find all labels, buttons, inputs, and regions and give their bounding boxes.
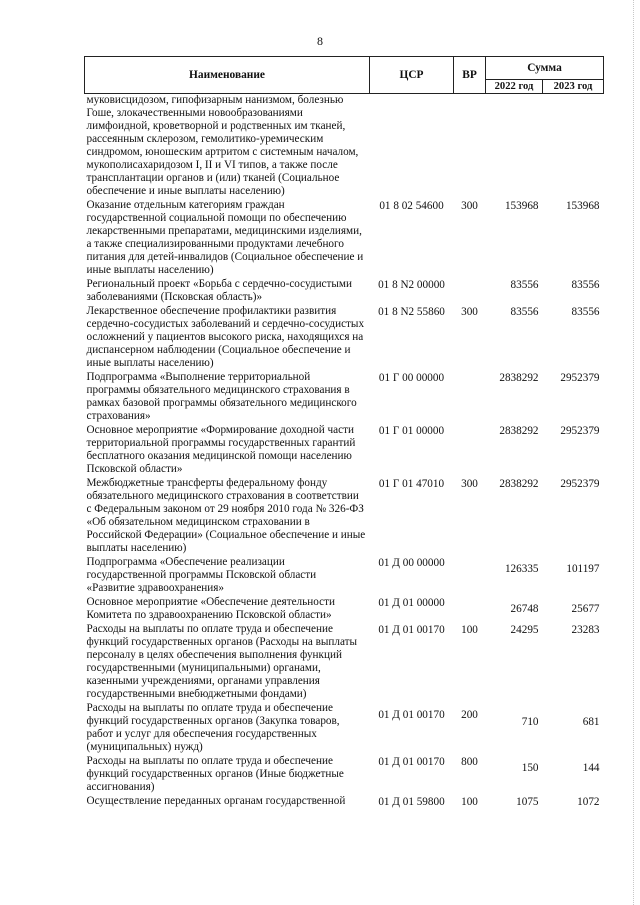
row-vr: 300 — [461, 200, 478, 212]
row-vr — [454, 596, 486, 623]
row-csr: 01 8 N2 55860 — [378, 306, 445, 318]
row-vr — [454, 371, 486, 424]
row-sum-2022: 26748 — [510, 603, 539, 615]
row-vr: 800 — [461, 756, 478, 768]
row-sum-2022: 710 — [521, 716, 539, 728]
row-name: Осуществление переданных органам государственной — [86, 795, 346, 807]
row-csr: 01 8 N2 00000 — [378, 279, 445, 291]
table-row — [85, 199, 604, 278]
row-sum-2023: 2952379 — [560, 372, 600, 384]
table-row — [85, 596, 604, 623]
row-sum-2023: 1072 — [577, 796, 600, 808]
row-csr: 01 Д 01 00170 — [378, 709, 445, 721]
row-vr — [454, 94, 486, 200]
row-sum-2022: 24295 — [510, 624, 539, 636]
header-year-2022: 2022 год — [486, 80, 543, 94]
row-name: Региональный проект «Борьба с сердечно-сосудистыми заболеваниями (Псковская область)» — [86, 278, 352, 303]
row-vr: 300 — [461, 478, 478, 490]
table-row — [85, 623, 604, 702]
table-row — [85, 371, 604, 424]
row-name: Расходы на выплаты по оплате труда и обеспечение функций государственных органов (Иные бюджетные ассигнования) — [86, 755, 344, 793]
row-sum-2023 — [543, 94, 604, 200]
row-sum-2022: 83556 — [510, 306, 539, 318]
row-sum-2023: 25677 — [571, 603, 600, 615]
header-sum: Сумма — [486, 57, 604, 80]
header-name: Наименование — [85, 57, 370, 94]
row-name: муковисцидозом, гипофизарным нанизмом, болезнью Гоше, злокачественными новообразованиями лимфоидной, кроветворной и родственных им тканей, рассеянным склерозом, гемолитико-уремическим синдромом, юношеским артритом с системным началом, мукополисахаридозом I, II и VI типов, а также после трансплантации органов и (или) тканей (Социальное обеспечение и иные выплаты населению) — [86, 94, 359, 197]
scan-edge-mark — [632, 0, 634, 905]
row-name: Основное мероприятие «Обеспечение деятельности Комитета по здравоохранению Псковской области» — [86, 596, 335, 621]
row-vr: 200 — [461, 709, 478, 721]
table-row — [85, 278, 604, 305]
header-csr: ЦСР — [370, 57, 454, 94]
page-number: 8 — [317, 34, 323, 48]
row-name: Подпрограмма «Обеспечение реализации государственной программы Псковской области «Развитие здравоохранения» — [86, 556, 317, 594]
row-sum-2022 — [486, 94, 543, 200]
table-row — [85, 755, 604, 795]
row-sum-2022: 153968 — [504, 200, 539, 212]
table-row — [85, 477, 604, 556]
table-body — [85, 94, 604, 810]
table-header — [85, 57, 604, 94]
row-sum-2022: 1075 — [516, 796, 539, 808]
row-csr: 01 Г 01 00000 — [378, 425, 445, 437]
row-sum-2023: 101197 — [566, 563, 600, 575]
row-sum-2023: 153968 — [565, 200, 600, 212]
row-sum-2023: 2952379 — [560, 478, 600, 490]
row-sum-2022: 2838292 — [499, 478, 539, 490]
row-vr — [454, 424, 486, 477]
table-row — [85, 702, 604, 755]
row-vr: 300 — [461, 306, 478, 318]
row-sum-2022: 83556 — [510, 279, 539, 291]
table-row — [85, 424, 604, 477]
row-name: Оказание отдельным категориям граждан государственной социальной помощи по обеспечению лекарственными препаратами, медицинскими изделиями, а также специализированными продуктами лечебного питания для детей-инвалидов (Социальное обеспечение и иные выплаты населению) — [86, 199, 364, 276]
row-vr — [454, 278, 486, 305]
row-name: Расходы на выплаты по оплате труда и обеспечение функций государственных органов (Расходы на выплаты персоналу в целях обеспечения выполнения функций государственными (муниципальными) органами, казенными учреждениями, органами управления государственными внебюджетными фондами) — [86, 623, 358, 700]
row-csr — [370, 94, 454, 200]
row-vr — [454, 556, 486, 596]
row-vr: 100 — [461, 624, 478, 636]
row-csr: 01 Г 01 47010 — [378, 478, 445, 490]
row-sum-2022: 2838292 — [499, 425, 539, 437]
row-sum-2022: 126335 — [504, 563, 539, 575]
row-name: Подпрограмма «Выполнение территориальной программы обязательного медицинского страхования в рамках базовой программы обязательного медицинского страхования» — [86, 371, 357, 422]
row-name: Расходы на выплаты по оплате труда и обеспечение функций государственных органов (Закупка товаров, работ и услуг для обеспечения государственных (муниципальных) нужд) — [86, 702, 340, 753]
row-csr: 01 Д 01 00170 — [378, 756, 445, 768]
table-row — [85, 556, 604, 596]
header-year-2023: 2023 год — [543, 80, 604, 94]
table-row — [85, 305, 604, 371]
row-sum-2022: 150 — [521, 762, 539, 774]
row-name: Лекарственное обеспечение профилактики развития сердечно-сосудистых заболеваний и сердечно-сосудистых осложнений у пациентов высокого риска, находящихся на диспансерном наблюдении (Социальное обеспечение и иные выплаты населению) — [86, 305, 365, 369]
row-sum-2023: 83556 — [571, 306, 600, 318]
row-sum-2023: 23283 — [571, 624, 600, 636]
row-csr: 01 Д 00 00000 — [378, 557, 445, 569]
table-row — [85, 94, 604, 200]
row-csr: 01 8 02 54600 — [379, 200, 444, 212]
table-row — [85, 795, 604, 809]
row-vr: 100 — [461, 796, 478, 808]
row-sum-2023: 83556 — [571, 279, 600, 291]
row-sum-2023: 144 — [582, 762, 600, 774]
row-csr: 01 Д 01 00170 — [378, 624, 445, 636]
row-csr: 01 Д 01 00000 — [378, 597, 445, 609]
row-sum-2022: 2838292 — [499, 372, 539, 384]
row-name: Основное мероприятие «Формирование доходной части территориальной программы государственных гарантий бесплатного оказания медицинской помощи населению Псковской области» — [86, 424, 356, 475]
row-sum-2023: 2952379 — [560, 425, 600, 437]
row-name: Межбюджетные трансферты федеральному фонду обязательного медицинского страхования в соответствии с Федеральным законом от 29 ноября 2010 года № 326-ФЗ «Об обязательном медицинском страховании в Российской Федерации» (Социальное обеспечение и иные выплаты населению) — [86, 477, 366, 554]
budget-table — [84, 56, 604, 809]
row-sum-2023: 681 — [582, 716, 600, 728]
row-csr: 01 Д 01 59800 — [378, 796, 445, 808]
header-vr: ВР — [454, 57, 486, 94]
row-csr: 01 Г 00 00000 — [378, 372, 445, 384]
